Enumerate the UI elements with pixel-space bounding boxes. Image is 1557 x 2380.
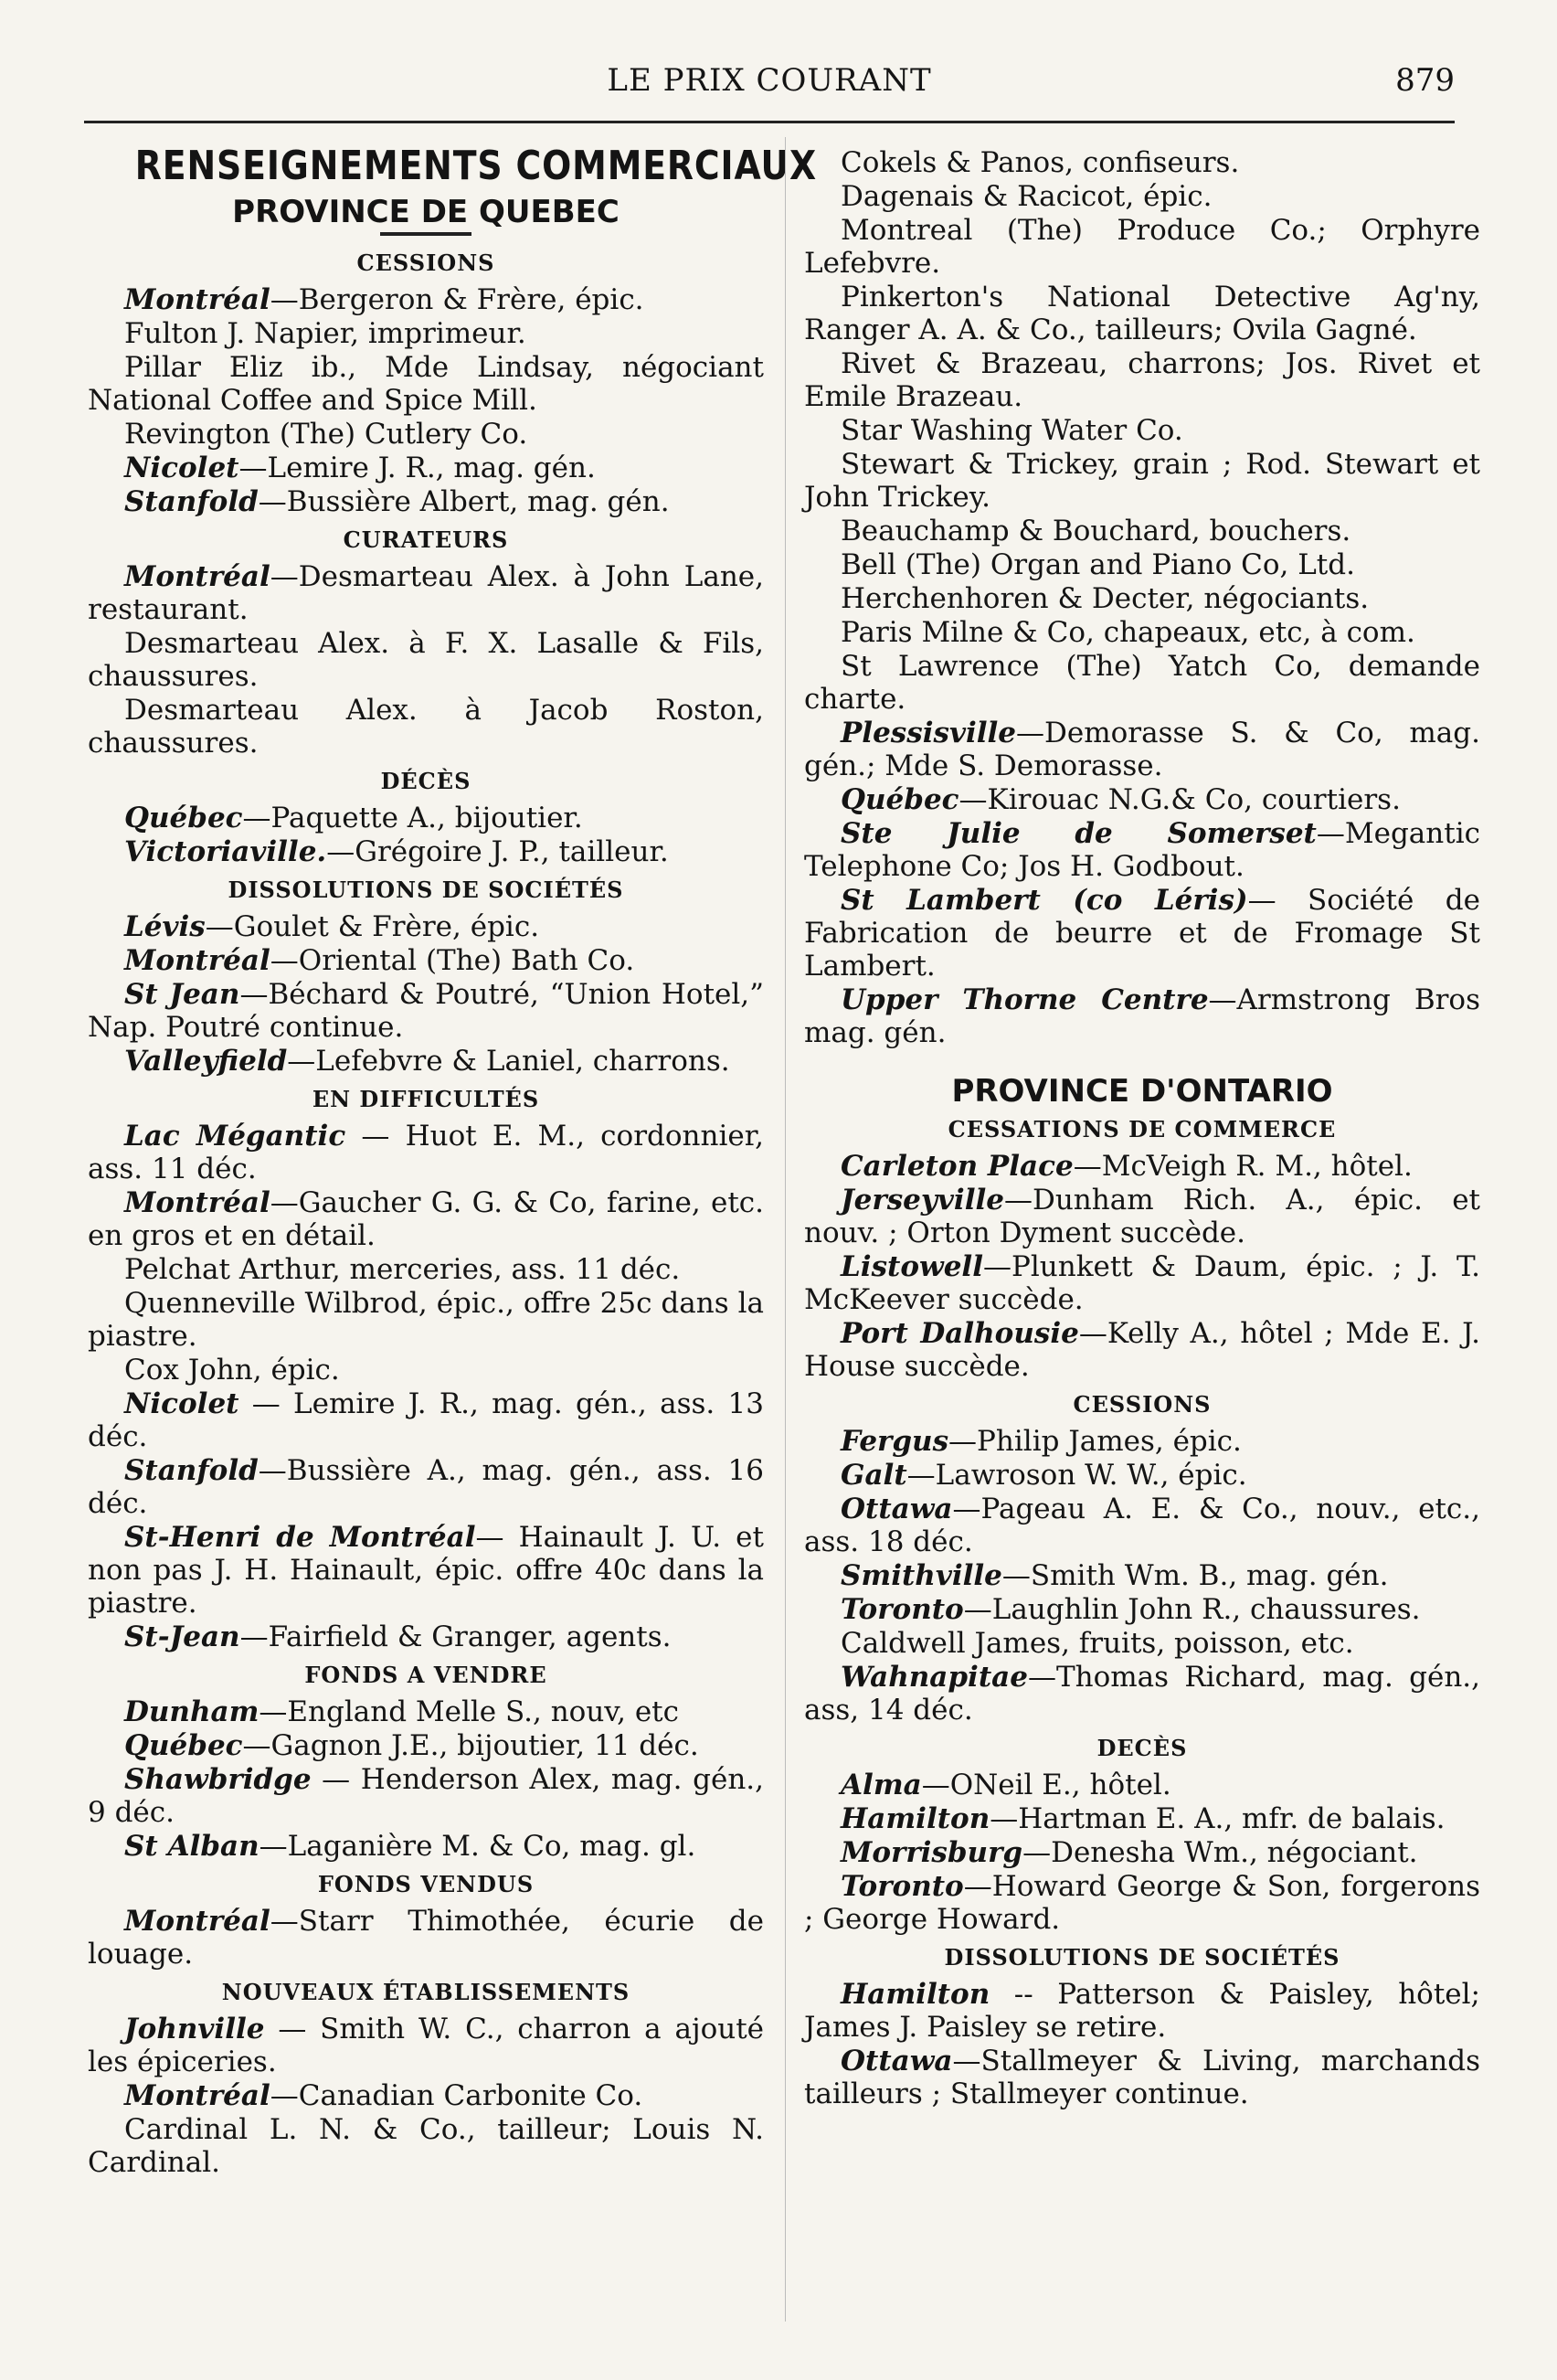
listing-entry [804,515,1480,547]
listing-entry [804,180,1480,213]
listing-entry [804,1184,1480,1249]
entry-text: —Starr Thimothée, écurie de louage. [88,1905,764,1971]
listing-entry [88,2113,764,2179]
entry-text: Herchenhoren & Decter, négociants. [841,582,1370,615]
entry-text: —Bergeron & Frère, épic. [270,283,644,316]
section-heading: CESSIONS [356,250,495,276]
entry-text: —Oriental (The) Bath Co. [270,944,635,977]
listing-entry [804,214,1480,280]
entry-text: Revington (The) Cutlery Co. [124,418,528,451]
listing-entry [804,1250,1480,1316]
entry-text: Montreal (The) Produce Co.; Orphyre Lefebvre. [804,214,1480,280]
entry-place: Stanfold [124,1454,259,1487]
listing-entry [804,1493,1480,1558]
section-heading: CURATEURS [343,526,509,553]
listing-entry [88,802,764,834]
listing-entry [88,1763,764,1829]
entry-text: —Megantic Telephone Co; Jos H. Godbout. [804,817,1480,883]
entry-text: Caldwell James, fruits, poisson, etc. [841,1627,1354,1660]
entry-text: —Thomas Richard, mag. gén., ass, 14 déc. [804,1661,1480,1727]
entry-text: —Armstrong Bros mag. gén. [804,983,1480,1049]
entry-place: Dunham [124,1695,260,1728]
entry-text: —Bussière Albert, mag. gén. [258,485,670,518]
listing-entry [804,1978,1480,2044]
entry-text: —Denesha Wm., négociant. [1022,1836,1418,1869]
section-heading: CESSATIONS DE COMMERCE [948,1116,1337,1142]
entry-place: Valleyfield [124,1045,288,1078]
entry-text: —Lawroson W. W., épic. [906,1459,1247,1492]
entry-place: Fergus [841,1425,949,1458]
entry-text: Quenneville Wilbrod, épic., offre 25c dans la piastre. [88,1287,764,1353]
entry-place: St Jean [124,978,240,1011]
entry-text: Cardinal L. N. & Co., tailleur; Louis N. Cardinal. [88,2113,764,2179]
entry-text: —Béchard & Poutré, “Union Hotel,” Nap. Poutré continue. [88,978,765,1044]
entry-text: Desmarteau Alex. à F. X. Lasalle & Fils, chaussures. [88,627,764,693]
section-heading: FONDS A VENDRE [304,1662,547,1688]
listing-entry [804,1836,1480,1869]
entry-text: —Philip James, épic. [948,1425,1242,1458]
entry-place: Ottawa [841,1493,953,1525]
entry-place: Hamilton [841,1978,990,2011]
listing-entry [804,448,1480,514]
listing-entry [88,1695,764,1728]
entry-text: Rivet & Brazeau, charrons; Jos. Rivet et Emile Brazeau. [804,347,1480,413]
listing-entry [88,835,764,868]
listing-entry [804,281,1480,346]
listing-entry [88,1186,764,1252]
entry-place: Victoriaville. [124,835,327,868]
listing-entry [804,1317,1480,1383]
listing-entry [88,694,764,760]
right-column [804,146,1480,2111]
section-heading: FONDS VENDUS [317,1871,535,1897]
entry-text: —Paquette A., bijoutier. [242,802,583,834]
entry-text: —McVeigh R. M., hôtel. [1073,1150,1413,1183]
entry-text: —Stallmeyer & Living, marchands tailleurs ; Stallmeyer continue. [804,2045,1480,2110]
entry-text: Desmarteau Alex. à Jacob Roston, chaussures. [88,694,764,760]
entry-place: Nicolet [124,1387,239,1420]
entry-text: — Lemire J. R., mag. gén., ass. 13 déc. [88,1387,764,1453]
entry-place: Montréal [124,1905,270,1938]
entry-place: Shawbridge [124,1763,312,1796]
entry-place: St-Henri de Montréal [124,1521,476,1554]
entry-place: Toronto [841,1870,964,1903]
listing-entry [804,1459,1480,1492]
entry-text: —Goulet & Frère, épic. [205,910,540,943]
listing-entry [804,582,1480,615]
section-heading: DECÈS [1096,1735,1188,1761]
listing-entry [88,485,764,518]
section-heading: CESSIONS [1073,1391,1212,1418]
entry-place: Upper Thorne Centre [841,983,1209,1016]
entry-place: Carleton Place [841,1150,1074,1183]
entry-place: Smithville [841,1559,1002,1592]
entry-text: —Gagnon J.E., bijoutier, 11 déc. [242,1729,699,1762]
entry-text: —Canadian Carbonite Co. [270,2079,643,2112]
entry-text: Pinkerton's National Detective Ag'ny, Ranger A. A. & Co., tailleurs; Ovila Gagné. [804,281,1480,346]
entry-text: —Dunham Rich. A., épic. et nouv. ; Orton Dyment succède. [804,1184,1480,1249]
entry-text: — Henderson Alex, mag. gén., 9 déc. [88,1763,764,1829]
listing-entry [88,2079,764,2112]
entry-place: Ottawa [841,2045,953,2077]
entry-text: Stewart & Trickey, grain ; Rod. Stewart et John Trickey. [804,448,1480,514]
running-title: LE PRIX COURANT [607,62,932,99]
left-column [88,143,818,2180]
entry-text: —ONeil E., hôtel. [921,1769,1171,1801]
entry-place: Hamilton [841,1802,990,1835]
listing-entry [804,146,1480,179]
listing-entry [804,650,1480,716]
entry-text: —Grégoire J. P., tailleur. [326,835,669,868]
entry-text: —Lemire J. R., mag. gén. [238,452,596,484]
entry-place: Toronto [841,1593,964,1626]
entry-place: Montréal [124,2079,270,2112]
entry-text: —Howard George & Son, forgerons ; George Howard. [804,1870,1480,1936]
column-divider [785,137,786,2322]
listing-entry [88,978,764,1044]
entry-text: — Huot E. M., cordonnier, ass. 11 déc. [88,1120,764,1185]
listing-entry [88,910,764,943]
entry-text: Paris Milne & Co, chapeaux, etc, à com. [841,616,1415,649]
listing-entry [804,1661,1480,1727]
entry-text: — Smith W. C., charron a ajouté les épiceries. [88,2013,764,2078]
entry-place: Lévis [124,910,206,943]
entry-text: —Plunkett & Daum, épic. ; J. T. McKeever succède. [804,1250,1480,1316]
listing-entry [804,817,1480,883]
entry-text: Fulton J. Napier, imprimeur. [124,317,526,350]
listing-entry [804,1870,1480,1936]
listing-entry [804,414,1480,447]
listing-entry [88,351,764,417]
entry-text: —Demorasse S. & Co, mag. gén.; Mde S. Demorasse. [804,717,1480,782]
entry-text: Cokels & Panos, confiseurs. [841,146,1240,179]
entry-text: St Lawrence (The) Yatch Co, demande charte. [804,650,1480,716]
entry-text: Pelchat Arthur, merceries, ass. 11 déc. [124,1253,681,1286]
section-heading: EN DIFFICULTÉS [312,1086,540,1112]
entry-place: Québec [124,1729,243,1762]
listing-entry [88,1120,764,1185]
listing-entry [88,1253,764,1286]
entry-text: —Pageau A. E. & Co., nouv., etc., ass. 18 déc. [804,1493,1480,1558]
entry-place: St-Jean [124,1620,240,1653]
entry-place: Nicolet [124,452,239,484]
listing-entry [804,783,1480,816]
listing-entry [88,1287,764,1353]
entry-place: Montréal [124,1186,270,1219]
listing-entry [88,1387,764,1453]
running-header [84,62,1455,117]
entry-text: —Laughlin John R., chaussures. [963,1593,1421,1626]
province-title-ontario: PROVINCE D'ONTARIO [951,1073,1333,1110]
listing-entry [804,1150,1480,1183]
section-heading: DISSOLUTIONS DE SOCIÉTÉS [944,1944,1340,1971]
listing-entry [88,317,764,350]
listing-entry [88,418,764,451]
province-title-quebec: PROVINCE DE QUEBEC [232,194,620,230]
listing-entry [804,1627,1480,1660]
entry-place: Listowell [841,1250,983,1283]
entry-text: —Hartman E. A., mfr. de balais. [990,1802,1446,1835]
listing-entry [804,1425,1480,1458]
listing-entry [88,560,764,626]
listing-entry [88,1620,764,1653]
entry-place: Québec [124,802,243,834]
entry-text: Beauchamp & Bouchard, bouchers. [841,515,1351,547]
entry-text: —Kirouac N.G.& Co, courtiers. [959,783,1401,816]
entry-text: -- Patterson & Paisley, hôtel; James J. Paisley se retire. [804,1978,1480,2044]
entry-place: Lac Mégantic [124,1120,346,1153]
entry-place: Alma [841,1769,922,1801]
entry-place: Johnville [124,2013,265,2045]
entry-text: —Kelly A., hôtel ; Mde E. J. House succède. [804,1317,1480,1383]
listing-entry [804,2045,1480,2110]
header-rule [84,121,1455,123]
entry-text: — Société de Fabrication de beurre et de Fromage St Lambert. [804,884,1480,983]
entry-text: — Hainault J. U. et non pas J. H. Hainault, épic. offre 40c dans la piastre. [88,1521,764,1620]
section-heading: DISSOLUTIONS DE SOCIÉTÉS [228,877,624,903]
entry-text: Star Washing Water Co. [841,414,1183,447]
entry-place: Ste Julie de Somerset [841,817,1317,850]
section-heading: DÉCÈS [380,768,471,794]
entry-place: Wahnapitae [841,1661,1028,1694]
listing-entry [804,717,1480,782]
entry-place: Montréal [124,944,270,977]
entry-place: Jerseyville [841,1184,1004,1217]
listing-entry [88,627,764,693]
listing-entry [88,1830,764,1863]
entry-place: St Lambert (co Léris) [841,884,1248,917]
page-number: 879 [1395,62,1455,99]
entry-place: Stanfold [124,485,259,518]
listing-entry [804,1593,1480,1626]
listing-entry [804,1769,1480,1801]
listing-entry [88,1729,764,1762]
entry-place: Morrisburg [841,1836,1023,1869]
listing-entry [804,548,1480,581]
listing-entry [88,2013,764,2078]
listing-entry [804,347,1480,413]
listing-entry [804,616,1480,649]
listing-entry [804,983,1480,1049]
entry-place: Montréal [124,560,270,593]
listing-entry [88,944,764,977]
section-heading: NOUVEAUX ÉTABLISSEMENTS [221,1979,630,2005]
entry-place: Québec [841,783,959,816]
entry-place: St Alban [124,1830,260,1863]
entry-text: —Smith Wm. B., mag. gén. [1001,1559,1389,1592]
main-title: RENSEIGNEMENTS COMMERCIAUX [134,143,818,189]
entry-text: Dagenais & Racicot, épic. [841,180,1213,213]
entry-place: Port Dalhousie [841,1317,1079,1350]
listing-entry [88,1454,764,1520]
entry-text: —Bussière A., mag. gén., ass. 16 déc. [88,1454,764,1520]
entry-place: Galt [841,1459,907,1492]
entry-text: —England Melle S., nouv, etc [259,1695,680,1728]
listing-entry [804,884,1480,983]
entry-text: Bell (The) Organ and Piano Co, Ltd. [841,548,1355,581]
entry-text: Cox John, épic. [124,1354,340,1387]
entry-text: —Lefebvre & Laniel, charrons. [287,1045,730,1078]
listing-entry [88,452,764,484]
entry-place: Plessisville [841,717,1017,749]
entry-place: Montréal [124,283,270,316]
entry-text: —Gaucher G. G. & Co, farine, etc. en gros et en détail. [88,1186,764,1252]
listing-entry [88,1354,764,1387]
listing-entry [804,1559,1480,1592]
entry-text: —Fairfield & Granger, agents. [239,1620,672,1653]
listing-entry [804,1802,1480,1835]
entry-text: Pillar Eliz ib., Mde Lindsay, négociant National Coffee and Spice Mill. [88,351,764,417]
listing-entry [88,283,764,316]
listing-entry [88,1521,764,1620]
listing-entry [88,1045,764,1078]
entry-text: —Desmarteau Alex. à John Lane, restaurant. [88,560,764,626]
entry-text: —Laganière M. & Co, mag. gl. [259,1830,696,1863]
listing-entry [88,1905,764,1971]
province-rule [380,232,471,236]
